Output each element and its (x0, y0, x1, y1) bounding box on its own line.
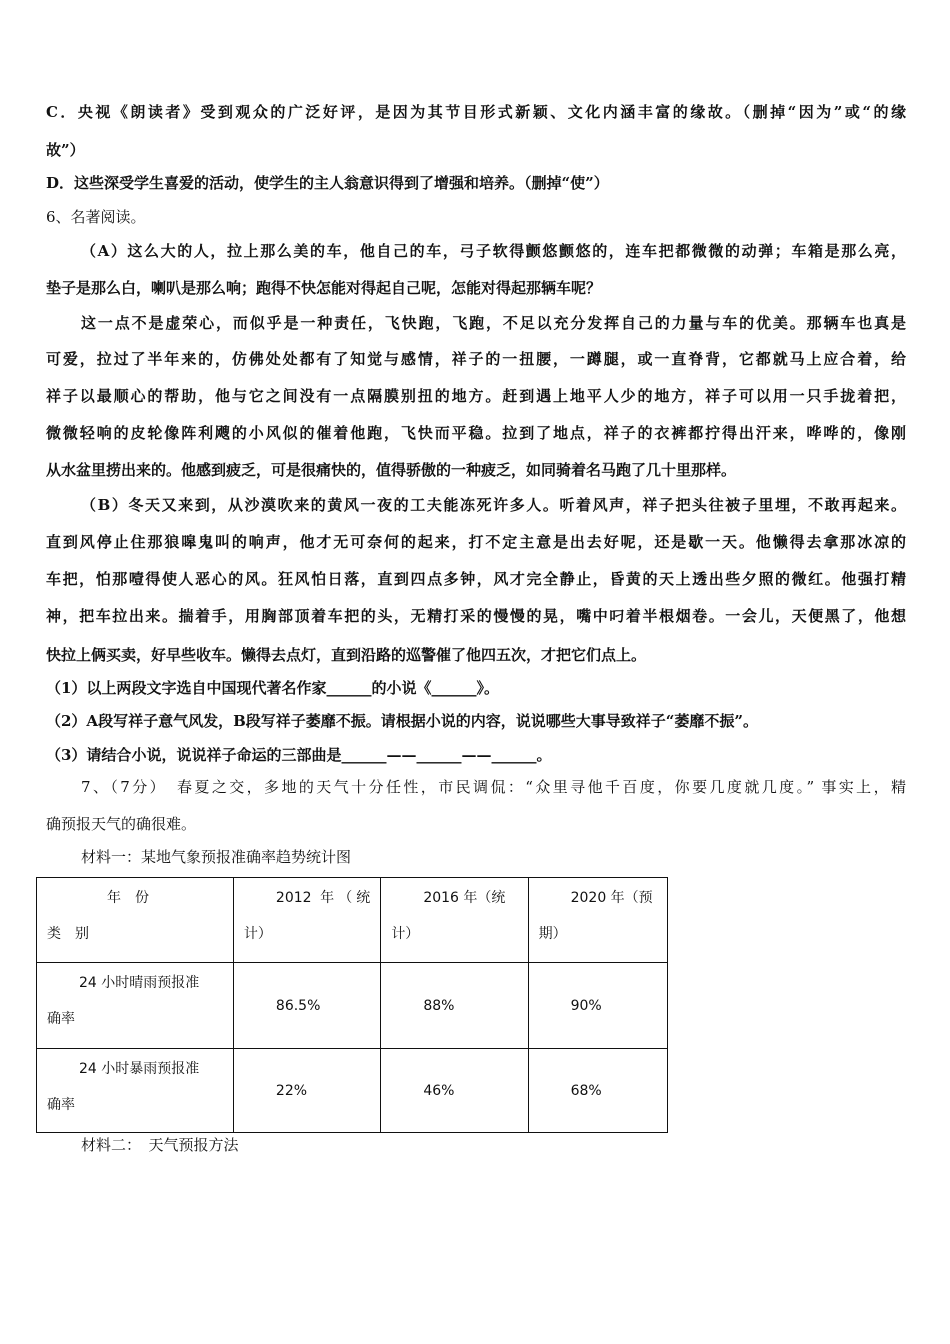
row-label-sunny-rain: 24 小时晴雨预报准 确率 (37, 963, 234, 1049)
q6-para-b-line4: 神，把车拉出来。揣着手，用胸部顶着车把的头，无精打采的慢慢的晃，嘴中叼着半根烟卷。一会儿，天便黑了，他想 (46, 607, 906, 625)
q6-sub1: （1）以上两段文字选自中国现代著名作家______的小说《______》。 (46, 679, 499, 697)
q6-para-a-line1: （A）这么大的人，拉上那么美的车，他自己的车，弓子软得颤悠颤悠的，连车把都微微的动弹；车箱是那么亮， (81, 242, 906, 260)
q6-sub2: （2）A段写祥子意气风发，B段写祥子萎靡不振。请根据小说的内容，说说哪些大事导致祥子“萎靡不振”。 (46, 712, 759, 730)
q6-para-a2-line5: 从水盆里捞出来的。他感到疲乏，可是很痛快的，值得骄傲的一种疲乏，如同骑着名马跑了几十里那样。 (46, 461, 737, 479)
q6-para-a2-line2: 可爱，拉过了半年来的，仿佛处处都有了知觉与感情，祥子的一扭腰，一蹲腿，或一直脊背，它都就马上应合着，给 (46, 350, 906, 368)
q6-para-b-line3: 车把，怕那噎得使人恶心的风。狂风怕日落，直到四点多钟，风才完全静止，昏黄的天上透出些夕照的微红。他强打精 (46, 570, 906, 588)
q7-line1: 7、（7分） 春夏之交，多地的天气十分任性，市民调侃：“众里寻他千百度，你要几度就几度。” 事实上，精 (81, 778, 906, 796)
q6-para-b-line2: 直到风停止住那狼嗥鬼叫的响声，他才无可奈何的起来，打不定主意是出去好呢，还是歇一天。他懒得去拿那冰凉的 (46, 533, 906, 551)
table-row (37, 1049, 668, 1133)
q6-para-b-line5: 快拉上俩买卖，好早些收车。懒得去点灯，直到沿路的巡警催了他四五次，才把它们点上。 (46, 646, 647, 664)
header-category-label: 类 别 (47, 926, 89, 942)
header-year-label: 年 份 (107, 890, 149, 906)
header-col-2020: 2020 年（预 期） (528, 878, 667, 963)
q6-para-a2-line4: 微微轻响的皮轮像阵利飕的小风似的催着他跑，飞快而平稳。拉到了地点，祥子的衣裤都拧得出汗来，哗哗的，像刚 (46, 424, 906, 442)
q7-material1: 材料一：某地气象预报准确率趋势统计图 (81, 848, 352, 866)
header-col-2012: 2012 年（统 计） (233, 878, 380, 963)
cell-rainstorm-2020: 68% (528, 1049, 667, 1133)
q7-material2: 材料二： 天气预报方法 (81, 1136, 239, 1154)
q6-para-a-line2: 垫子是那么白，喇叭是那么响；跑得不快怎能对得起自己呢，怎能对得起那辆车呢？ (46, 279, 602, 297)
cell-rainstorm-2012: 22% (233, 1049, 380, 1133)
q6-para-a2-line1: 这一点不是虚荣心，而似乎是一种责任，飞快跑，飞跑，不足以充分发挥自己的力量与车的优美。那辆车也真是 (81, 314, 906, 332)
cell-sunny-rain-2012: 86.5% (233, 963, 380, 1049)
cell-sunny-rain-2016: 88% (381, 963, 528, 1049)
cell-sunny-rain-2020: 90% (528, 963, 667, 1049)
q7-line2: 确预报天气的确很难。 (46, 815, 197, 833)
cell-rainstorm-2016: 46% (381, 1049, 528, 1133)
table-header-row (37, 878, 668, 963)
forecast-accuracy-table (36, 877, 668, 1133)
q6-title: 6、名著阅读。 (46, 208, 146, 226)
q6-para-b-line1: （B）冬天又来到，从沙漠吹来的黄风一夜的工夫能冻死许多人。听着风声，祥子把头往被子里埋，不敢再起来。 (81, 496, 906, 514)
option-d: D．这些深受学生喜爱的活动，使学生的主人翁意识得到了增强和培养。（删掉“使”） (46, 174, 609, 192)
row-label-rainstorm: 24 小时暴雨预报准 确率 (37, 1049, 234, 1133)
q6-sub3: （3）请结合小说，说说祥子命运的三部曲是______——______——______。 (46, 746, 552, 764)
table-corner-cell (37, 878, 234, 963)
option-c-line2: 故”） (46, 141, 85, 159)
header-col-2016: 2016 年（统 计） (381, 878, 528, 963)
q6-para-a2-line3: 祥子以最顺心的帮助，他与它之间没有一点隔膜别扭的地方。赶到遇上地平人少的地方，祥子可以用一只手拢着把， (46, 387, 906, 405)
table-row (37, 963, 668, 1049)
option-c-line1: C．央视《朗读者》受到观众的广泛好评，是因为其节目形式新颖、文化内涵丰富的缘故。（删掉“因为”或“的缘 (46, 103, 906, 121)
